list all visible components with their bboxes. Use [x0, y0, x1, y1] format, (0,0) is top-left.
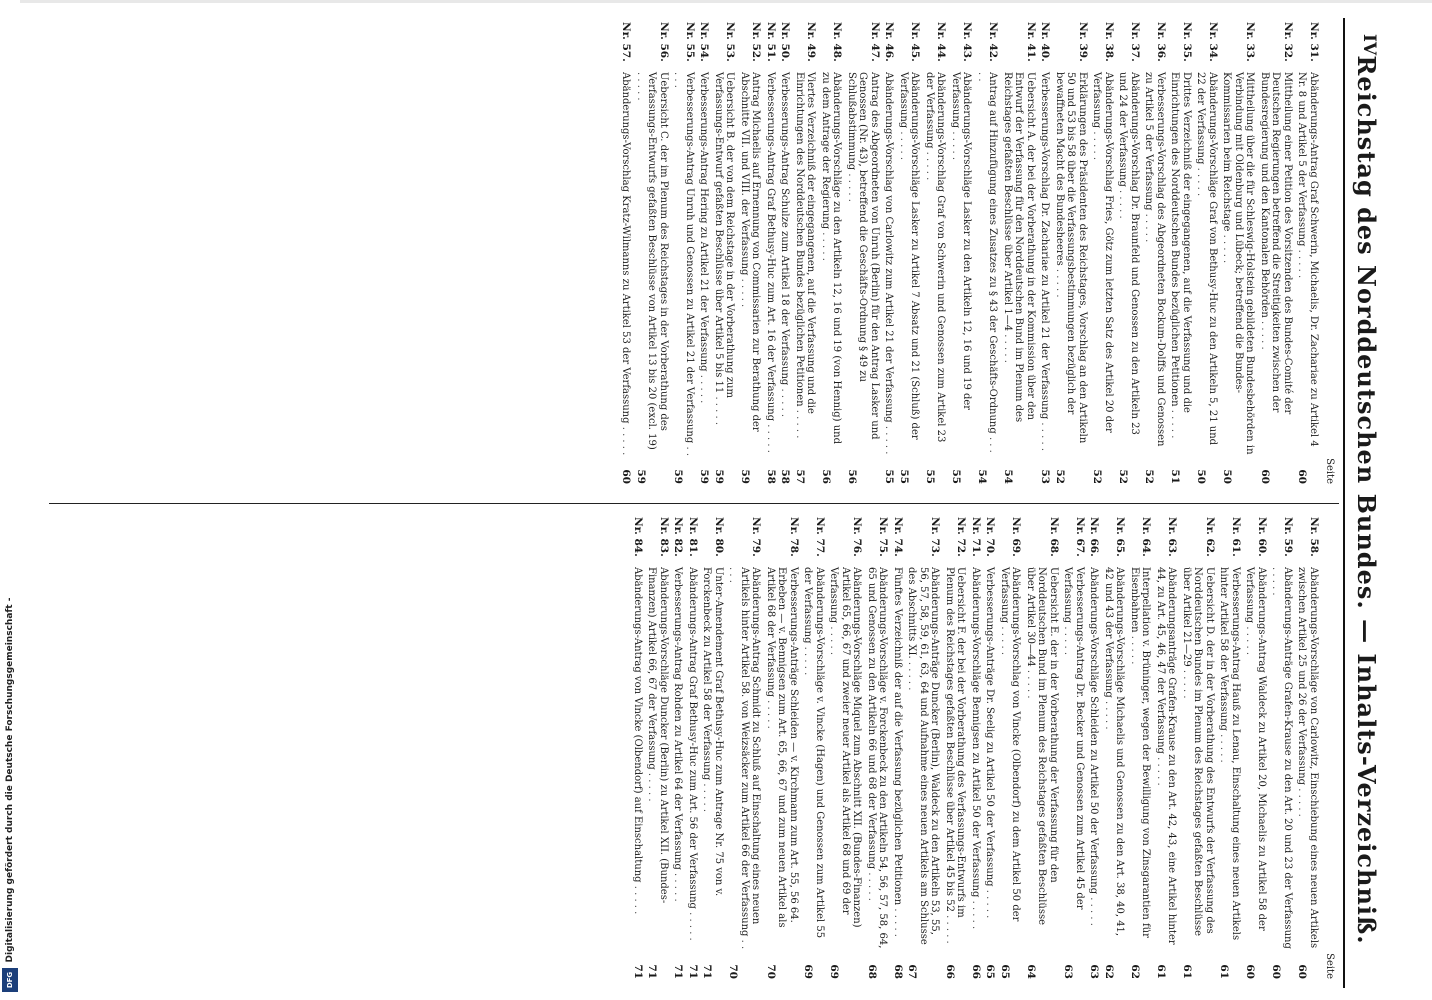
entry-page: 65 [999, 964, 1011, 979]
entry-page: 59 [739, 469, 751, 484]
entry-text: Antrag des Abgeordneten von Unruh (Berlin) für den Antrag Lasker und Genossen (Nr. 43), betreffend die Geschäfts-Ordnung § 49 zu Schlußabstimmung . . . [846, 72, 881, 462]
entry-page: 60 [1259, 469, 1271, 484]
entry-page: 61 [1218, 964, 1231, 979]
entry-number: Nr. 41. [1025, 22, 1037, 62]
digitization-sidebar [0, 0, 20, 1000]
entry-text: Abänderungsanträge Grafen-Krause zu den Art. 42, 43, eine Artikel hinter 44, zu Art. 45, 46, 47 der Verfassung . . . [1155, 567, 1178, 957]
entry-page: 67 [906, 964, 919, 979]
toc-entry [1296, 22, 1319, 484]
entry-number: Nr. 65. [1114, 517, 1127, 557]
dfg-logo [2, 968, 18, 992]
toc-entry [1062, 517, 1085, 979]
entry-page: 65 [984, 964, 997, 979]
entry-number: Nr. 75. [877, 517, 890, 557]
entry-text: Antrag Michaelis auf Ernennung von Commissarien zur Berathung der Abschnitte VII. und VIII. der Verfassung . . . [739, 72, 762, 462]
toc-entry [944, 517, 967, 979]
entry-text: Abänderungs-Vorschläge Michaelis und Genossen zu den Art. 38, 40, 41, 42 und 43 der Verfassung . . . [1103, 567, 1126, 957]
entry-text: Abänderungs-Vorschlag von Carlowitz zum Artikel 21 der Verfassung . . . [883, 72, 895, 462]
toc-entry [687, 517, 699, 979]
entry-page: 60 [1296, 964, 1309, 979]
entry-text: Abänderungs-Antrag Graf Bethusy-Huc zum Art. 56 der Verfassung . . . [687, 567, 699, 957]
entry-text: Abänderungs-Vorschläge Bennigsen zu Artikel 50 der Verfassung . . . [970, 567, 982, 957]
toc-entry [883, 22, 895, 484]
entry-text: Abänderungs-Vorschläge zu den Artikeln 12, 16 und 19 (von Hennig) und zu dem Antrage der Regierung . . . [820, 72, 843, 462]
entry-page: 70 [727, 964, 740, 979]
entry-text: Verbesserungs-Antrag Unruh und Genossen zu Artikel 21 der Verfassung . . . [672, 72, 695, 462]
entry-number: Nr. 67. [1074, 517, 1086, 557]
entry-page: 54 [1002, 469, 1014, 484]
entry-number: Nr. 80. [713, 517, 725, 557]
toc-entry [635, 22, 670, 484]
credit-text: Digitalisierung gefördert durch die Deutsche Forschungsgemeinschaft - [5, 597, 15, 963]
entry-page: 61 [1155, 964, 1167, 979]
entry-page: 66 [944, 964, 956, 979]
credit-line [3, 590, 17, 970]
toc-entry [1129, 517, 1152, 979]
entry-number: Nr. 54. [698, 22, 711, 62]
entry-number: Nr. 33. [1244, 22, 1257, 62]
entry-number: Nr. 69. [1010, 517, 1023, 557]
entry-page: 60 [1270, 964, 1283, 979]
entry-text: Drittes Verzeichniß der eingegangenen, auf die Verfassung und die Einrichtungen des Norddeutschen Bundes bezüglichen Petitionen . . . [1169, 72, 1192, 462]
toc-entry [976, 22, 999, 484]
dfg-logo-text: DFG [6, 971, 14, 989]
entry-page: 50 [1221, 469, 1234, 484]
entry-text: Verbesserungs-Antrag Schulze zum Artikel 18 der Verfassung . . . [779, 72, 791, 462]
toc-entry [779, 22, 791, 484]
entry-number: Nr. 55. [684, 22, 696, 62]
entry-text: Abänderungs-Vorschlag von Vincke (Olbendorf) zu dem Artikel 50 der Verfassung . . . [999, 567, 1022, 957]
column-divider [49, 503, 1339, 504]
entry-text: Verbesserungs-Antrag Dr. Becker und Genossen zum Artikel 45 der Verfassung . . . [1062, 567, 1085, 957]
entry-number: Nr. 53. [724, 22, 737, 62]
entry-number: Nr. 47. [869, 22, 881, 62]
toc-entry [1244, 517, 1267, 979]
entry-text: Abänderungs-Antrag von Vincke (Olbendorf) auf Einschaltung . . . [632, 567, 644, 957]
entry-number: Nr. 61. [1230, 517, 1242, 557]
toc-entry [698, 22, 710, 484]
entry-page: 55 [924, 469, 936, 484]
toc-entry [950, 22, 973, 484]
right-column [629, 517, 1336, 979]
entry-page: 63 [1088, 964, 1101, 979]
entry-number: Nr. 37. [1129, 22, 1141, 62]
toc-entry [765, 22, 777, 484]
toc-entry [866, 517, 889, 979]
entry-text: Abänderungs-Anträge Duncker (Berlin), Waldeck zu den Artikeln 53, 55, 56, 57, 58, 59, 61, 63, 64 und Aufnahme eines neuen Artikels am Schlusse des Abschnitts XI. . . . [906, 567, 941, 957]
entry-text: Abänderungs-Vorschläge Lasker zu Artikel 7 Absatz und 21 (Schluß) der Verfassung . . . [898, 72, 921, 462]
page-title: Reichstag des Norddeutschen Bundes. — Inhalts-Verzeichniß. [1352, 55, 1381, 945]
entry-text: Viertes Verzeichniß der eingegangenen, auf die Verfassung und die Einrichtungen des Norddeutschen Bundes bezüglichen Petitionen . . . [794, 72, 817, 462]
entry-page: 64 [1025, 964, 1037, 979]
toc-entry [1259, 22, 1294, 484]
entry-page: 51 [1169, 469, 1182, 484]
right-entry-list [632, 517, 1320, 979]
entry-number: Nr. 40. [1039, 22, 1052, 62]
toc-entry [984, 517, 996, 979]
entry-number: Nr. 72. [955, 517, 968, 557]
entry-number: Nr. 45. [909, 22, 922, 62]
entry-page: 50 [1195, 469, 1208, 484]
toc-entry [1296, 517, 1319, 979]
toc-entry [906, 517, 941, 979]
entry-number: Nr. 31. [1308, 22, 1320, 62]
toc-entry [1270, 517, 1293, 979]
left-entry-list [620, 22, 1319, 484]
toc-entry [1169, 22, 1192, 484]
entry-page: 69 [828, 964, 841, 979]
entry-text: Unter-Amendement Graf Bethusy-Huc zum Antrage Nr. 75 von v. Forckenbeck zu Artikel 58 der Verfassung . . . [701, 567, 724, 957]
entry-text: Abänderungs-Vorschläge Lasker zu den Artikeln 12, 16 und 19 der Verfassung . . . [950, 72, 973, 462]
toc-entry [701, 517, 724, 979]
entry-text: Abänderungs-Vorschlag Graf von Schwerin und Genossen zum Artikel 23 der Verfassung . . . [924, 72, 947, 462]
entry-page: 55 [950, 469, 962, 484]
entry-number: Nr. 32. [1282, 22, 1294, 62]
entry-text: Abänderungs-Vorschläge Schleiden zu Artikel 50 der Verfassung . . . [1088, 567, 1100, 957]
entry-number: Nr. 36. [1155, 22, 1167, 62]
entry-page: 52 [1091, 469, 1104, 484]
entry-text: Mittheilung über die für Schleswig-Holstein gebildeten Bundesbehörden in Verbindung mit Oldenburg und Lübeck; betreffend die Bundes-Kommissarien beim Reichstage . . . [1221, 72, 1256, 462]
entry-number: Nr. 56. [658, 22, 670, 62]
entry-text: Mittheilung einer Petition des Vorsitzenden des Bundes-Comité der Deutschen Regierungen betreffend die Streitigkeiten zwischen der Bundesregierung und den Kantonalen Behörden . . . [1259, 72, 1294, 462]
entry-number: Nr. 63. [1166, 517, 1179, 557]
entry-text: Abänderungs-Antrag Waldeck zu Artikel 20, Michaelis zu Artikel 58 der Verfassung . . . [1244, 567, 1267, 957]
toc-entry [713, 22, 736, 484]
entry-number: Nr. 49. [805, 22, 818, 62]
entry-number: Nr. 39. [1077, 22, 1089, 62]
entry-number: Nr. 43. [961, 22, 974, 62]
entry-text: Interpellation v. Brüninger, wegen der Bewilligung von Zinsgarantien für Eisenbahnen . . . [1129, 567, 1152, 957]
entry-page: 69 [802, 964, 815, 979]
entry-number: Nr. 58. [1308, 517, 1320, 557]
entry-page: 56 [820, 469, 832, 484]
entry-text: Abänderungs-Vorschlag Fries, Götz zum letzten Satz des Artikel 20 der Verfassung . . . [1091, 72, 1114, 462]
entry-text: Verbesserungs-Anträge Dr. Seelig zu Artikel 50 der Verfassung . . . [984, 567, 996, 957]
entry-page: 59 [698, 469, 711, 484]
entry-number: Nr. 57. [620, 22, 633, 62]
entry-number: Nr. 83. [658, 517, 670, 557]
entry-page: 61 [1181, 964, 1193, 979]
toc-entry [672, 517, 684, 979]
entry-text: Verbesserungs-Antrag Hering zu Artikel 21 der Verfassung . . . [698, 72, 710, 462]
toc-entry [620, 22, 632, 484]
toc-entry [1218, 517, 1241, 979]
entry-text: Erklärungen des Präsidenten des Reichstages, Vorschlag an den Artikeln 50 und 53 bis 58 über die Verfassungsbestimmungen bezüglich der bewaffneten Macht des Bundesheeres . . . [1054, 72, 1089, 462]
toc-entry [1103, 517, 1126, 979]
entry-number: Nr. 60. [1256, 517, 1268, 557]
toc-entry [1195, 22, 1218, 484]
entry-number: Nr. 48. [831, 22, 844, 62]
entry-text: Uebersicht B. der von dem Reichstage in der Vorberathung zum Verfassungs-Entwurf gefaßten Beschlüsse über Artikel 5 bis 11 . . . [713, 72, 736, 462]
seite-label-left: Seite [1324, 458, 1335, 484]
toc-entry [739, 22, 762, 484]
entry-page: 59 [672, 469, 685, 484]
entry-text: Abänderungs-Vorschläge v. Vincke (Hagen) und Genossen zum Artikel 55 der Verfassung . . . [802, 567, 825, 957]
entry-text: Uebersicht A. der bei der Vorberathung in der Kommission über den Entwurf der Verfassung für den Norddeutschen Bund im Plenum des Reichstages gefaßten Beschlüsse über Artikel 1—4 . . . [1002, 72, 1037, 462]
entry-number: Nr. 34. [1207, 22, 1219, 62]
page-number: IV [1359, 34, 1379, 56]
entry-number: Nr. 52. [750, 22, 763, 62]
entry-text: Uebersicht D. der in der Vorberathung des Entwurfs der Verfassung des Norddeutschen Bundes im Plenum des Reichstages gefaßten Beschlüsse über Artikel 21—29 . . . [1181, 567, 1216, 957]
toc-entry [828, 517, 863, 979]
entry-page: 63 [1062, 964, 1075, 979]
toc-entry [1181, 517, 1216, 979]
toc-entry [846, 22, 881, 484]
toc-entry [892, 517, 904, 979]
entry-page: 54 [976, 469, 988, 484]
entry-page: 52 [1117, 469, 1130, 484]
entry-text: Abänderungs-Vorschläge von Carlowitz, Einschiebung eines neuen Artikels zwischen Artikel 25 und 26 der Verfassung . . . [1296, 567, 1319, 957]
toc-entry [970, 517, 982, 979]
toc-entry [1117, 22, 1140, 484]
entry-number: Nr. 84. [632, 517, 644, 557]
entry-text: Verbesserungs-Antrag Hauß zu Lenau, Einschaltung eines neuen Artikels hinter Artikel 58 der Verfassung . . . [1218, 567, 1241, 957]
entry-text: Fünftes Verzeichniß der auf die Verfassung bezüglichen Petitionen . . . [892, 567, 904, 957]
entry-number: Nr. 77. [814, 517, 826, 557]
entry-page: 66 [970, 964, 982, 979]
toc-entry [924, 22, 947, 484]
entry-text: Abänderungs-Vorschläge Miquel zum Abschnitt XII. (Bundes-Finanzen) Artikel 65, 66, 67 und zweier neuer Artikel als Artikel 68 und 69 der Verfassung . . . [828, 567, 863, 957]
page-header [1339, 0, 1385, 1000]
entry-page: 52 [1054, 469, 1066, 484]
entry-page: 68 [892, 964, 904, 979]
entry-number: Nr. 44. [935, 22, 948, 62]
toc-entry [1002, 22, 1037, 484]
left-column [617, 22, 1335, 484]
entry-page: 62 [1103, 964, 1115, 979]
entry-number: Nr. 42. [987, 22, 1000, 62]
entry-page: 70 [765, 964, 777, 979]
entry-number: Nr. 76. [851, 517, 864, 557]
entry-text: Verbesserungs-Vorschlag des Abgeordneten Bockum-Dolffs und Genossen zu Artikel 5 der Verfassung . . . [1143, 72, 1166, 462]
entry-number: Nr. 50. [779, 22, 792, 62]
entry-page: 57 [794, 469, 806, 484]
entry-number: Nr. 62. [1204, 517, 1216, 557]
header-rule [1343, 18, 1345, 988]
entry-page: 71 [687, 964, 699, 979]
seite-label-right: Seite [1324, 953, 1335, 979]
entry-text: Abänderungs-Vorschlag Dr. Braunfeld und Genossen zu den Artikeln 23 und 24 der Verfassung . . . [1117, 72, 1140, 462]
entry-text: Uebersicht E. der in der Vorberathung der Verfassung für den Norddeutschen Bund im Plenum des Reichstages gefaßten Beschlüsse über Artikel 30—44 . . . [1025, 567, 1060, 957]
toc-entry [1054, 22, 1089, 484]
entry-page: 71 [701, 964, 714, 979]
entry-text: Abänderungs-Vorschlag Kratz-Wilmanns zu Artikel 53 der Verfassung . . . [620, 72, 632, 462]
entry-page: 71 [646, 964, 659, 979]
toc-entry [727, 517, 762, 979]
entry-text: Abänderungs-Anträge Grafen-Krause zu den Art. 20 und 23 der Verfassung . . . [1270, 567, 1293, 957]
toc-entry [1155, 517, 1178, 979]
entry-page: 59 [635, 469, 647, 484]
entry-number: Nr. 70. [984, 517, 997, 557]
entry-number: Nr. 59. [1282, 517, 1294, 557]
entry-text: Verbesserungs-Antrag Graf Bethusy-Huc zum Art. 16 der Verfassung . . . [765, 72, 777, 462]
toc-entry [672, 22, 695, 484]
toc-entry [1091, 22, 1114, 484]
toc-entry [1039, 22, 1051, 484]
entry-page: 55 [898, 469, 910, 484]
entry-number: Nr. 79. [750, 517, 763, 557]
entry-text: Verbesserungs-Anträge Schleiden — v. Kirchmann zum Art. 55, 56 64. Erbeben — v. Bennigsen zum Art. 65, 66, 67 und zum neuen Artikel als Artikel 68 der Verfassung . . . [765, 567, 800, 957]
toc-entry [898, 22, 921, 484]
toc-entry [794, 22, 817, 484]
toc-entry [999, 517, 1022, 979]
entry-page: 60 [620, 469, 633, 484]
entry-number: Nr. 74. [892, 517, 904, 557]
entry-number: Nr. 68. [1048, 517, 1060, 557]
toc-entry [646, 517, 669, 979]
entry-page: 68 [866, 964, 878, 979]
entry-text: Antrag auf Hinzufügung eines Zusatzes zu § 43 der Geschäfts-Ordnung . . . [976, 72, 999, 462]
entry-text: Uebersicht C. der im Plenum des Reichstages in der Vorberathung des Verfassungs-Entwurfs gefaßten Beschlüsse von Artikel 13 bis 20 (excl. 19) . . . [635, 72, 670, 462]
toc-entry [1221, 22, 1256, 484]
entry-number: Nr. 64. [1140, 517, 1153, 557]
entry-page: 59 [713, 469, 725, 484]
entry-page: 71 [632, 964, 644, 979]
entry-text: Abänderungs-Antrag Graf Schwerin, Michaelis, Dr. Zachariae zu Artikel 4 Nr. 8 und Artikel 5 der Verfassung . . . [1296, 72, 1319, 462]
entry-number: Nr. 66. [1088, 517, 1101, 557]
entry-page: 60 [1244, 964, 1257, 979]
entry-number: Nr. 81. [687, 517, 699, 557]
entry-text: Uebersicht F. der bei der Vorberathung des Verfassungs-Entwurfs im Plenum des Reichstages gefaßten Beschlüsse über Artikel 45 bis 52 . . . [944, 567, 967, 957]
entry-number: Nr. 71. [970, 517, 982, 557]
entry-number: Nr. 51. [765, 22, 777, 62]
toc-entry [1088, 517, 1100, 979]
entry-text: Verbesserungs-Antrag Rohden zu Artikel 64 der Verfassung . . . [672, 567, 684, 957]
entry-page: 53 [1039, 469, 1052, 484]
entry-page: 58 [779, 469, 792, 484]
entry-text: Abänderungs-Vorschläge Duncker (Berlin) zu Artikel XII. (Bundes-Finanzen) Artikel 66, 67 der Verfassung . . . [646, 567, 669, 957]
entry-number: Nr. 73. [929, 517, 942, 557]
toc-entry [632, 517, 644, 979]
entry-number: Nr. 38. [1103, 22, 1115, 62]
entry-number: Nr. 46. [883, 22, 896, 62]
entry-text: Verbesserungs-Vorschlag Dr. Zachariae zu Artikel 21 der Verfassung . . . [1039, 72, 1051, 462]
rotated-document-page [45, 0, 1385, 1000]
entry-page: 62 [1129, 964, 1141, 979]
entry-text: Abänderungs-Antrag Schmidt zu Schluß auf Einschaltung eines neuen Artikels hinter Artikel 58. von Weizsäcker zum Artikel 66 der Verfassung . . . [727, 567, 762, 957]
entry-number: Nr. 82. [672, 517, 685, 557]
toc-entry [820, 22, 843, 484]
toc-entry [1025, 517, 1060, 979]
entry-number: Nr. 78. [788, 517, 800, 557]
toc-entry [802, 517, 825, 979]
toc-entry [1143, 22, 1166, 484]
entry-page: 52 [1143, 469, 1156, 484]
entry-page: 58 [765, 469, 777, 484]
entry-text: Abänderungs-Vorschläge v. Forckenbeck zu den Artikeln 54, 56, 57, 58, 64, 65 und Genossen zu den Artikeln 66 und 68 der Verfassung . . . [866, 567, 889, 957]
entry-page: 55 [883, 469, 896, 484]
entry-number: Nr. 35. [1181, 22, 1193, 62]
entry-page: 60 [1296, 469, 1309, 484]
entry-text: Abänderungs-Vorschläge Graf von Bethusy-Huc zu den Artikeln 5, 21 und 22 der Verfassung . . . [1195, 72, 1218, 462]
entry-page: 56 [846, 469, 858, 484]
entry-page: 71 [672, 964, 685, 979]
toc-entry [765, 517, 800, 979]
